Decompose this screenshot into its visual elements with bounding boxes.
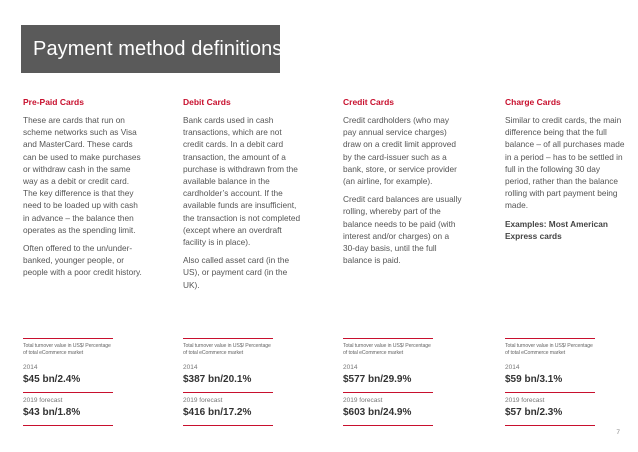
stats-debit-cards	[183, 338, 273, 426]
stat-value-2014: $45 bn/2.4%	[23, 374, 81, 386]
stat-year: 2014	[23, 364, 38, 372]
stats-credit-cards	[343, 338, 433, 426]
stats-charge-cards	[505, 338, 595, 426]
stat-value-2014: $577 bn/29.9%	[343, 374, 412, 386]
divider	[343, 425, 433, 426]
column-paragraph: Also called asset card (in the US), or payment card (in the UK).	[183, 255, 290, 290]
stat-year: 2014	[505, 364, 520, 372]
column-paragraph: Credit cardholders (who may pay annual service charges) draw on a credit limit approved by the card-issuer such as a bank, store, or service provider (an airline, for example).	[343, 115, 457, 187]
stat-label: Total turnover value in US$/ Percentage of total eCommerce market	[183, 343, 271, 356]
divider	[23, 338, 113, 339]
stat-value-2014: $59 bn/3.1%	[505, 374, 563, 386]
forecast-label: 2019 forecast	[23, 397, 63, 405]
column-debit-cards	[183, 96, 303, 297]
stat-label: Total turnover value in US$/ Percentage of total eCommerce market	[505, 343, 593, 356]
divider	[343, 338, 433, 339]
forecast-label: 2019 forecast	[505, 397, 545, 405]
column-pre-paid-cards	[23, 96, 143, 285]
column-heading: Credit Cards	[343, 97, 395, 107]
stat-value-forecast: $43 bn/1.8%	[23, 407, 81, 419]
stat-value-forecast: $416 bn/17.2%	[183, 407, 252, 419]
column-paragraph: Credit card balances are usually rolling, whereby part of the balance needs to be paid (with interest and/or charges) on a 30-day basis, until the full balance is paid.	[343, 194, 462, 266]
column-credit-cards	[343, 96, 463, 272]
divider	[505, 425, 595, 426]
column-paragraph: These are cards that run on scheme networks such as Visa and MasterCard. These cards can be used to make purchases or withdraw cash in the same way as a debit or credit card. The key difference is that they need to be loaded up with cash in advance – the balance then operates as the spending limit.	[23, 115, 141, 235]
stat-value-2014: $387 bn/20.1%	[183, 374, 252, 386]
stat-year: 2014	[343, 364, 358, 372]
stat-value-forecast: $57 bn/2.3%	[505, 407, 563, 419]
divider	[23, 392, 113, 393]
divider	[505, 392, 595, 393]
column-heading: Charge Cards	[505, 97, 561, 107]
title-banner	[21, 25, 283, 73]
stat-label: Total turnover value in US$/ Percentage of total eCommerce market	[343, 343, 431, 356]
divider	[183, 338, 273, 339]
column-heading: Debit Cards	[183, 97, 231, 107]
page-number: 7	[616, 429, 620, 436]
page-title: Payment method definitions	[33, 37, 283, 60]
divider	[183, 392, 273, 393]
divider	[23, 425, 113, 426]
column-paragraph: Bank cards used in cash transactions, which are not credit cards. In a debit card transaction, the amount of a purchase is withdrawn from the available balance in the cardholder’s account. If the available funds are insufficient, the transaction is not completed (except where an overdraft facility is in place).	[183, 115, 301, 248]
column-examples: Examples: Most American Express cards	[505, 218, 608, 241]
divider	[183, 425, 273, 426]
column-paragraph: Often offered to the un/under-banked, younger people, or people with a poor credit history.	[23, 243, 142, 278]
stat-label: Total turnover value in US$/ Percentage of total eCommerce market	[23, 343, 111, 356]
column-paragraph: Similar to credit cards, the main difference being that the full balance – of all purchases made in a period – has to be settled in full in the following 30 day period, rather than the balance rolling with part payment being made.	[505, 115, 625, 211]
stats-pre-paid-cards	[23, 338, 113, 426]
forecast-label: 2019 forecast	[183, 397, 223, 405]
column-charge-cards	[505, 96, 625, 248]
divider	[505, 338, 595, 339]
divider	[343, 392, 433, 393]
forecast-label: 2019 forecast	[343, 397, 383, 405]
stat-year: 2014	[183, 364, 198, 372]
stat-value-forecast: $603 bn/24.9%	[343, 407, 412, 419]
column-heading: Pre-Paid Cards	[23, 97, 84, 107]
